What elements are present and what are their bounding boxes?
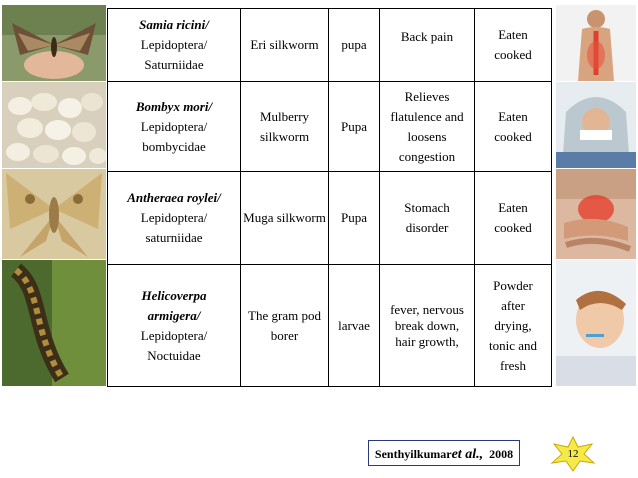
ailment-line: hair growth, — [395, 333, 459, 349]
order-name: Lepidoptera/ — [140, 327, 208, 343]
citation-author: Senthyilkumar — [374, 447, 452, 461]
scientific-name: Samia ricini/ — [139, 17, 209, 32]
usage-cell — [475, 172, 552, 265]
usage-line: Eaten — [498, 108, 528, 124]
order-name: Lepidoptera/ — [140, 37, 208, 52]
family-name: saturniidae — [145, 230, 203, 245]
species-cell — [108, 82, 241, 172]
table-row — [108, 9, 552, 82]
scientific-name: Bombyx mori/ — [135, 98, 213, 114]
stomach-ache-photo — [556, 169, 636, 259]
usage-line: Powder — [493, 277, 533, 293]
usage-line: Eaten — [498, 200, 528, 215]
usage-line: drying, — [494, 317, 532, 333]
common-name-cell: Eri silkworm — [241, 9, 329, 82]
slide-number: 12 — [567, 448, 579, 460]
stage-cell: Pupa — [329, 82, 380, 172]
usage-cell — [475, 82, 552, 172]
species-cell — [108, 9, 241, 82]
table-row — [108, 172, 552, 265]
table-row — [108, 265, 552, 387]
muga-moth-photo — [2, 169, 106, 259]
usage-line: fresh — [500, 357, 526, 373]
family-name: Saturniidae — [144, 57, 204, 72]
ailment-line: Stomach — [404, 200, 450, 215]
stage-cell: Pupa — [329, 172, 380, 265]
order-name: Lepidoptera/ — [140, 118, 208, 134]
stage-cell: pupa — [329, 9, 380, 82]
species-cell — [108, 265, 241, 387]
scientific-name: Antheraea roylei/ — [127, 190, 221, 205]
usage-cell — [475, 265, 552, 387]
citation-etal: et al., — [451, 447, 484, 462]
ailment-line: congestion — [398, 148, 456, 164]
fever-child-photo — [556, 260, 636, 386]
family-name: Noctuidae — [147, 347, 201, 363]
congestion-woman-photo — [556, 82, 636, 168]
species-cell — [108, 172, 241, 265]
ailment-line: loosens — [407, 128, 447, 144]
silk-cocoons-photo — [2, 82, 106, 168]
table-row — [108, 82, 552, 172]
ailment-line: flatulence and — [390, 108, 464, 124]
usage-line: cooked — [494, 128, 532, 144]
caterpillar-photo — [2, 260, 106, 386]
usage-line: cooked — [494, 47, 532, 62]
citation-box — [368, 440, 520, 466]
usage-line: cooked — [494, 220, 532, 235]
ailment-line: Back pain — [400, 29, 454, 44]
ailment-cell — [380, 172, 475, 265]
ailment-line: Relieves — [404, 88, 450, 104]
usage-line: Eaten — [498, 27, 528, 42]
scientific-name: Helicoverpa armigera/ — [141, 287, 207, 323]
ailment-cell — [380, 9, 475, 82]
slide-number-badge — [549, 436, 597, 472]
insect-remedies-table — [107, 8, 552, 387]
common-name-cell: Muga silkworm — [241, 172, 329, 265]
usage-line: after — [501, 297, 525, 313]
usage-line: tonic and — [488, 337, 537, 353]
order-name: Lepidoptera/ — [140, 210, 208, 225]
common-name-cell: The gram pod borer — [241, 265, 329, 387]
common-name-cell: Mulberry silkworm — [241, 82, 329, 172]
back-pain-photo — [556, 5, 636, 81]
citation-year: 2008 — [489, 447, 514, 461]
ailment-cell — [380, 265, 475, 387]
stage-cell: larvae — [329, 265, 380, 387]
usage-cell — [475, 9, 552, 82]
ailment-cell — [380, 82, 475, 172]
ailment-line: fever, nervous — [390, 301, 464, 317]
moth-on-hand-photo — [2, 5, 106, 81]
ailment-line: disorder — [405, 220, 449, 235]
ailment-line: break down, — [394, 317, 460, 333]
family-name: bombycidae — [142, 138, 206, 154]
